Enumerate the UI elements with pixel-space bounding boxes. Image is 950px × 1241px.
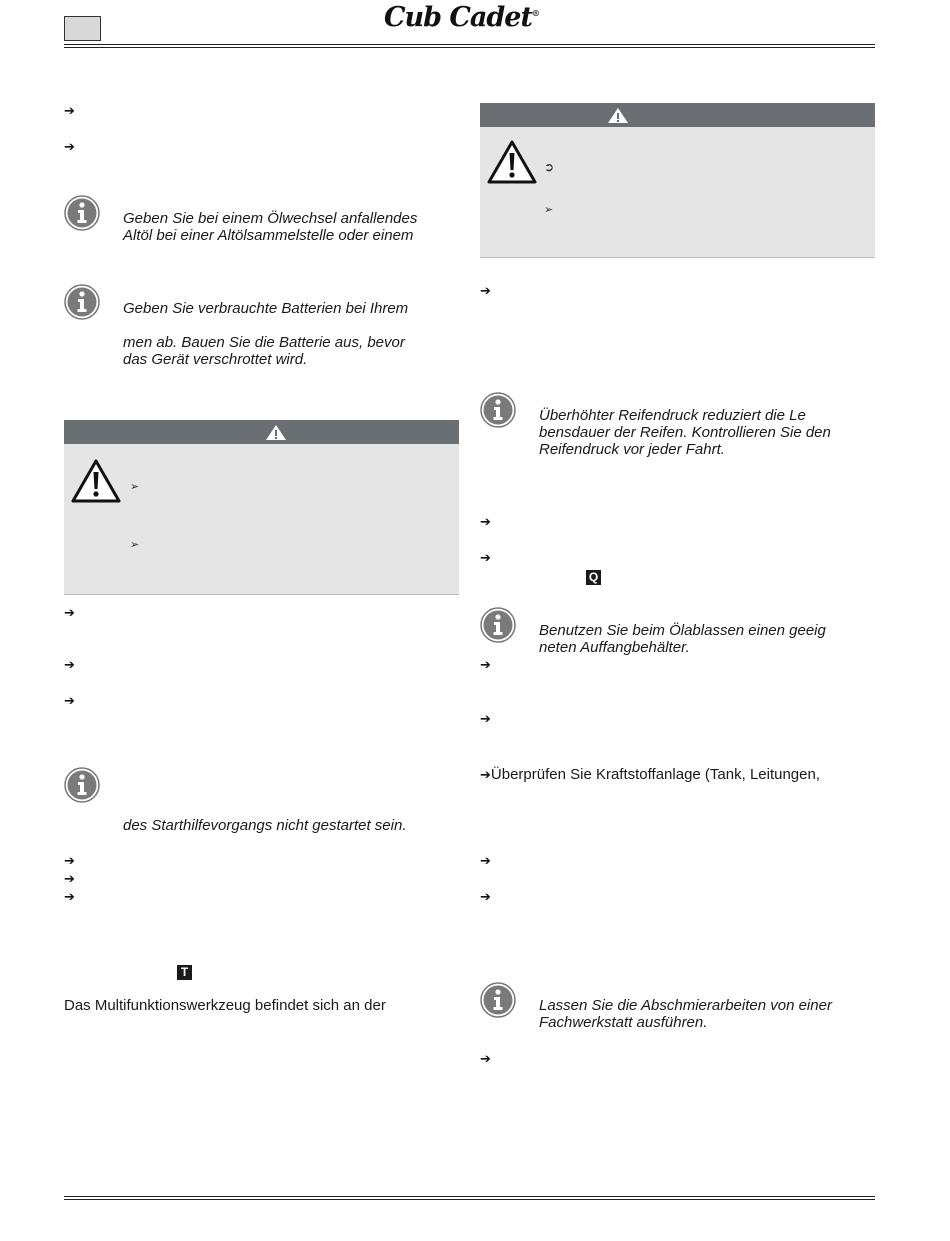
info-note-oil: Geben Sie bei einem Ölwechsel anfallendes Altöl bei einer Altölsammelstelle oder einem <box>123 210 418 244</box>
arrow-icon: ➔ <box>64 658 75 673</box>
header-rule-2 <box>64 47 875 48</box>
warning-divider <box>64 594 459 595</box>
footer-rule <box>64 1196 875 1197</box>
tool-location-text: Das Multifunktionswerkzeug befindet sich an der <box>64 997 386 1014</box>
footer-rule-2 <box>64 1199 875 1200</box>
fuel-check-item: ➔Überprüfen Sie Kraftstoffanlage (Tank, Leitungen, <box>480 766 821 783</box>
warning-icon <box>486 139 538 185</box>
page-number-box <box>64 16 101 41</box>
info-icon <box>64 767 100 803</box>
arrow-icon: ➔ <box>480 284 491 299</box>
arrow-icon: ➔ <box>480 890 491 905</box>
circle-arrow-icon: ➲ <box>544 160 555 174</box>
arrow-icon: ➔ <box>480 551 491 566</box>
warning-divider <box>480 257 875 258</box>
arrow-icon: ➔ <box>480 658 491 673</box>
info-icon <box>480 982 516 1018</box>
warning-header <box>480 103 875 127</box>
warning-small-icon <box>265 424 287 441</box>
arrow-icon: ➔ <box>64 606 75 621</box>
info-note-oil-drain: Benutzen Sie beim Ölablassen einen geeig neten Auffangbehälter. <box>539 622 826 656</box>
info-note-lubrication: Lassen Sie die Abschmierarbeiten von einer Fachwerkstatt ausführen. <box>539 997 832 1031</box>
arrow-icon: ➔ <box>480 1052 491 1067</box>
section-marker-q: Q <box>586 570 601 585</box>
warning-header <box>64 420 459 444</box>
arrow-icon: ➔ <box>64 140 75 155</box>
arrow-icon: ➔ <box>64 104 75 119</box>
arrow-icon: ➔ <box>64 854 75 869</box>
header-rule <box>64 44 875 45</box>
info-note-jumpstart: des Starthilfevorgangs nicht gestartet sein. <box>123 817 407 834</box>
arrow-icon: ➔ <box>64 694 75 709</box>
info-icon <box>64 284 100 320</box>
info-note-battery: Geben Sie verbrauchte Batterien bei Ihrem men ab. Bauen Sie die Batterie aus, bevor das Gerät verschrottet wird. <box>123 300 409 368</box>
info-icon <box>480 607 516 643</box>
arrow-icon: ➔ <box>480 768 491 783</box>
info-icon <box>480 392 516 428</box>
warning-body <box>480 127 875 257</box>
info-note-tire: Überhöhter Reifendruck reduziert die Le bensdauer der Reifen. Kontrollieren Sie den Reifendruck vor jeder Fahrt. <box>539 407 831 458</box>
section-marker-t: T <box>177 965 192 980</box>
arrow-icon: ➔ <box>64 872 75 887</box>
arrow-icon: ➔ <box>480 515 491 530</box>
brand-logo: Cub Cadet® <box>384 2 539 33</box>
bullet-icon: ➢ <box>130 480 140 493</box>
bullet-icon: ➢ <box>544 203 554 216</box>
arrow-icon: ➔ <box>64 890 75 905</box>
warning-body <box>64 444 459 594</box>
arrow-icon: ➔ <box>480 854 491 869</box>
warning-small-icon <box>607 107 629 124</box>
bullet-icon: ➢ <box>130 538 140 551</box>
arrow-icon: ➔ <box>480 712 491 727</box>
warning-icon <box>70 458 122 504</box>
info-icon <box>64 195 100 231</box>
